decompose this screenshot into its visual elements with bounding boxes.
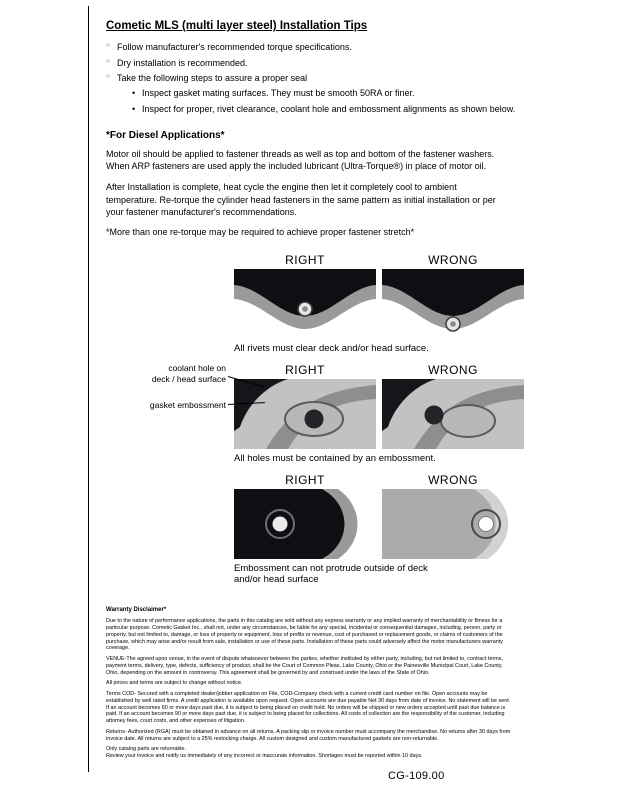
disclaimer-paragraph: Only catalog parts are returnable. <box>106 746 187 753</box>
page-content <box>106 20 584 782</box>
disclaimer-paragraph: Returns- Authorized (RGA) must be obtained in advance on all returns. A packing slip or invoice number must accompany the merchandise. No returns after 30 days from invoice date. All returns are subject to a 25% restocking charge. All custom designed and custom manufactured gaskets are non-returnable. <box>106 728 511 742</box>
tip-item-text: Take the following steps to assure a proper seal <box>117 73 308 84</box>
right-label: RIGHT <box>285 252 325 267</box>
embossment-right-diagram <box>234 489 376 559</box>
disclaimer-paragraph: Review your invoice and notify us immediately of any incorrect or inaccurate information. Shortages must be reported within 10 days. <box>106 753 423 760</box>
coolant-hole-annotation-line2: deck / head surface <box>151 373 226 384</box>
tip-subitem <box>132 87 584 99</box>
retorque-note: *More than one re-torque may be required to achieve proper fastener stretch* <box>106 226 415 237</box>
page-title: Cometic MLS (multi layer steel) Installation Tips <box>106 20 368 32</box>
page-border-rule <box>88 6 89 772</box>
right-column <box>234 253 376 339</box>
right-column <box>234 363 376 449</box>
diagram-row-holes <box>149 362 534 449</box>
diesel-paragraph-1: Motor oil should be applied to fastener threads as well as top and bottom of the fastener washers. When ARP fasteners are used apply the included lubricant (Ultra-Torque®) in place of motor oil. <box>106 149 495 172</box>
disclaimer-paragraph: Terms COD- Secured with a completed dealer/jobber application on File, COD-Company check with a current credit card number on file. Open accounts may be established by well rated firms. A credit application is available upon request. Open accounts are due payable Net 30 days from date of invoice. No statement will be sent. If an account becomes 60 or more days past due, it is subject to being placed on credit hold. No orders will be shipped or new orders accepted until past due balance is paid. If an account becomes 90 or more days past due, it is subject to being placed for collections. All costs of collection are the responsibility of the customer, including attorney fees, court costs, and other expenses of litigation. <box>106 691 511 725</box>
holes-right-diagram <box>234 379 376 449</box>
tip-item <box>106 57 584 69</box>
tips-sublist <box>132 87 584 115</box>
diagram-section <box>149 252 534 585</box>
embossment-wrong-diagram <box>382 489 524 559</box>
holes-wrong-diagram <box>382 379 524 449</box>
right-label: RIGHT <box>285 472 325 487</box>
disclaimer-paragraph: VENUE-The agreed upon venue, in the event of dispute whatsoever between the parties, whether instituted by either party, including, but not limited to, contract terms, payment terms, delivery, type, defects, sufficiency of product, shall be the Court of Common Pleas, Lake County, Ohio or the Painesville Municipal Court, Lake County, Ohio, depending on the amount in controversy. This agreement shall be governed by and construed under the laws of the State of Ohio. <box>106 656 503 676</box>
tip-item-text: Follow manufacturer's recommended torque specifications. <box>117 42 352 52</box>
gasket-embossment-annotation: gasket embossment <box>149 399 226 410</box>
wrong-column <box>382 253 524 339</box>
wrong-label: WRONG <box>428 252 478 267</box>
diagram-caption-rivets: All rivets must clear deck and/or head surface. <box>234 342 429 354</box>
right-label: RIGHT <box>285 362 325 377</box>
tip-subitem-text: Inspect gasket mating surfaces. They must be smooth 50RA or finer. <box>142 88 415 99</box>
rivet-wrong-diagram <box>382 269 524 339</box>
tip-item-text: Dry installation is recommended. <box>117 57 248 68</box>
diesel-paragraph-2: After Installation is complete, heat cycle the engine then let it completely cool to ambient temperature. Re-torque the cylinder head fasteners in the same pattern as initial installation or per your fastener manufacturer's recommendations. <box>106 182 496 217</box>
tip-subitem <box>132 103 584 115</box>
tips-list <box>106 41 584 115</box>
disclaimer-paragraph: All prices and terms are subject to change without notice. <box>106 680 243 687</box>
diagram-caption-holes: All holes must be contained by an embossment. <box>234 452 436 464</box>
wrong-label: WRONG <box>428 472 478 487</box>
coolant-hole-annotation <box>134 363 226 384</box>
rivet-right-diagram <box>234 269 376 339</box>
document-number: CG-109.00 <box>388 769 445 782</box>
diagram-row-embossment <box>234 473 534 559</box>
diagram-caption-embossment: Embossment can not protrude outside of deck and/or head surface <box>234 562 428 585</box>
tip-item <box>106 72 584 115</box>
tip-subitem-text: Inspect for proper, rivet clearance, coolant hole and embossment alignments as shown below. <box>142 104 516 115</box>
diesel-applications-heading: *For Diesel Applications* <box>106 130 225 142</box>
warranty-disclaimer-heading: Warranty Disclaimer* <box>106 606 167 613</box>
warranty-disclaimer <box>106 607 514 760</box>
wrong-column <box>382 473 524 559</box>
diagram-row-rivets <box>234 253 534 339</box>
tip-item <box>106 41 584 53</box>
right-column <box>234 473 376 559</box>
coolant-hole-annotation-line1: coolant hole on <box>168 362 226 373</box>
disclaimer-paragraph: Due to the nature of performance applications, the parts in this catalog are sold without any express warranty or any implied warranty of merchantability or fitness for a particular purpose. Cometic Gasket Inc., shall not, under any circumstances, be liable for any special, incidental or consequential damages, including, person, party or property, but not limited to, damage, or loss of property or equipment, loss of profits or revenue, cost of purchased or replacement goods, or claims of customers of the purchase, which may arise and/or result from sale, installation or use of these parts. Installation of these parts could adversely affect the motor manufacturers warranty coverage. <box>106 618 503 652</box>
wrong-column <box>382 363 524 449</box>
wrong-label: WRONG <box>428 362 478 377</box>
